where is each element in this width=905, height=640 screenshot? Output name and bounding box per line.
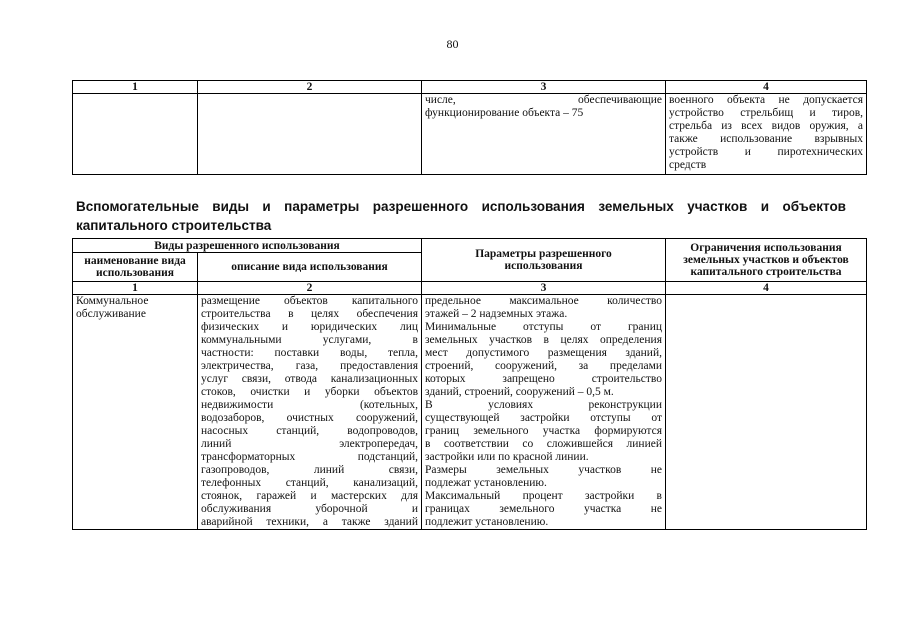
text-line: границ земельного участка формируются — [425, 425, 662, 437]
table-row — [73, 295, 867, 530]
text-line: аварийной техники, а также зданий — [201, 516, 418, 528]
section-title — [76, 197, 846, 235]
text-line: В условиях реконструкции — [425, 399, 662, 411]
text-line: размещение объектов капитального — [201, 295, 418, 307]
text-line: этажей – 2 надземных этажа. — [425, 308, 568, 320]
text-line: коммунальными услугами, в — [201, 334, 418, 346]
col-number-3: 3 — [422, 81, 666, 94]
text-line: обслуживание — [76, 308, 146, 320]
text-line: военного объекта не допускается — [669, 94, 863, 106]
header-name — [73, 253, 198, 282]
text-line: электричества, газа, предоставления — [201, 360, 418, 372]
cell-empty-1 — [73, 94, 198, 175]
text-line: Коммунальное — [76, 295, 149, 307]
header-limits — [666, 239, 867, 282]
header-params-line-2: использования — [504, 260, 583, 272]
header-limits-line-2: земельных участков и объектов — [683, 254, 849, 266]
col-number-1: 1 — [73, 81, 198, 94]
text-line: трансформаторных подстанций, — [201, 451, 418, 463]
text-line: также использование взрывных — [669, 133, 863, 145]
table-row — [73, 94, 867, 175]
text-line: подлежит установлению. — [425, 516, 549, 528]
cell-limits-continued — [666, 94, 867, 175]
section-title-line-1: Вспомогательные виды и параметры разрешенного использования земельных участков и объектов — [76, 199, 846, 214]
text-line: числе, обеспечивающие — [425, 94, 662, 106]
cell-parameters — [422, 295, 666, 530]
text-line: обслуживания уборочной и — [201, 503, 418, 515]
header-description: описание вида использования — [198, 253, 422, 282]
col-number-4: 4 — [666, 282, 867, 295]
header-params — [422, 239, 666, 282]
text-line: частности: поставки воды, тепла, — [201, 347, 418, 359]
col-number-3: 3 — [422, 282, 666, 295]
text-line: устройство стрельбищ и тиров, — [669, 107, 863, 119]
text-line: услуг связи, отвода канализационных — [201, 373, 418, 385]
text-line: подлежат установлению. — [425, 477, 547, 489]
header-name-line-2: использования — [96, 267, 174, 279]
main-table — [72, 238, 867, 530]
text-line: зданий, строений, сооружений – 0,5 м. — [425, 386, 614, 398]
text-line: недвижимости (котельных, — [201, 399, 418, 411]
text-line: насосных станций, водопроводов, — [201, 425, 418, 437]
cell-limits — [666, 295, 867, 530]
col-number-2: 2 — [198, 81, 422, 94]
text-line: предельное максимальное количество — [425, 295, 662, 307]
text-line: застройки или по красной линии. — [425, 451, 589, 463]
text-line: телефонных станций, канализаций, — [201, 477, 418, 489]
cell-params-continued — [422, 94, 666, 175]
text-line: Размеры земельных участков не — [425, 464, 662, 476]
text-line: Минимальные отступы от границ — [425, 321, 662, 333]
text-line: газопроводов, линий связи, — [201, 464, 418, 476]
col-number-1: 1 — [73, 282, 198, 295]
header-limits-line-3: капитального строительства — [690, 266, 842, 278]
cell-use-description — [198, 295, 422, 530]
text-line: строительства в целях обеспечения — [201, 308, 418, 320]
text-line: строений, сооружений, за пределами — [425, 360, 662, 372]
text-line: границах земельного участка не — [425, 503, 662, 515]
cell-use-name — [73, 295, 198, 530]
text-line: линий электропередач, — [201, 438, 418, 450]
text-line: которых запрещено строительство — [425, 373, 662, 385]
text-line: мест допустимого размещения зданий, — [425, 347, 662, 359]
text-line: стоков, очистки и уборки объектов — [201, 386, 418, 398]
text-line: Максимальный процент застройки в — [425, 490, 662, 502]
text-line: водозаборов, очистных сооружений, — [201, 412, 418, 424]
header-name-line-1: наименование вида — [84, 255, 186, 267]
text-line: стрельба из всех видов оружия, а — [669, 120, 863, 132]
text-line: устройств и пиротехнических — [669, 146, 863, 158]
col-number-2: 2 — [198, 282, 422, 295]
section-title-line-2: капитального строительства — [76, 218, 272, 233]
page-number: 80 — [446, 37, 459, 51]
header-group: Виды разрешенного использования — [73, 239, 422, 253]
text-line: средств — [669, 159, 707, 171]
text-line: физических и юридических лиц — [201, 321, 418, 333]
continued-table — [72, 80, 867, 175]
header-params-line-1: Параметры разрешенного — [475, 248, 612, 260]
cell-empty-2 — [198, 94, 422, 175]
col-number-4: 4 — [666, 81, 867, 94]
text-line: в соответствии со сложившейся линией — [425, 438, 662, 450]
text-line: существующей застройки отступы от — [425, 412, 662, 424]
text-line: земельных участков в целях определения — [425, 334, 662, 346]
text-line: функционирование объекта – 75 — [425, 107, 584, 119]
text-line: стоянок, гаражей и мастерских для — [201, 490, 418, 502]
header-limits-line-1: Ограничения использования — [690, 242, 842, 254]
